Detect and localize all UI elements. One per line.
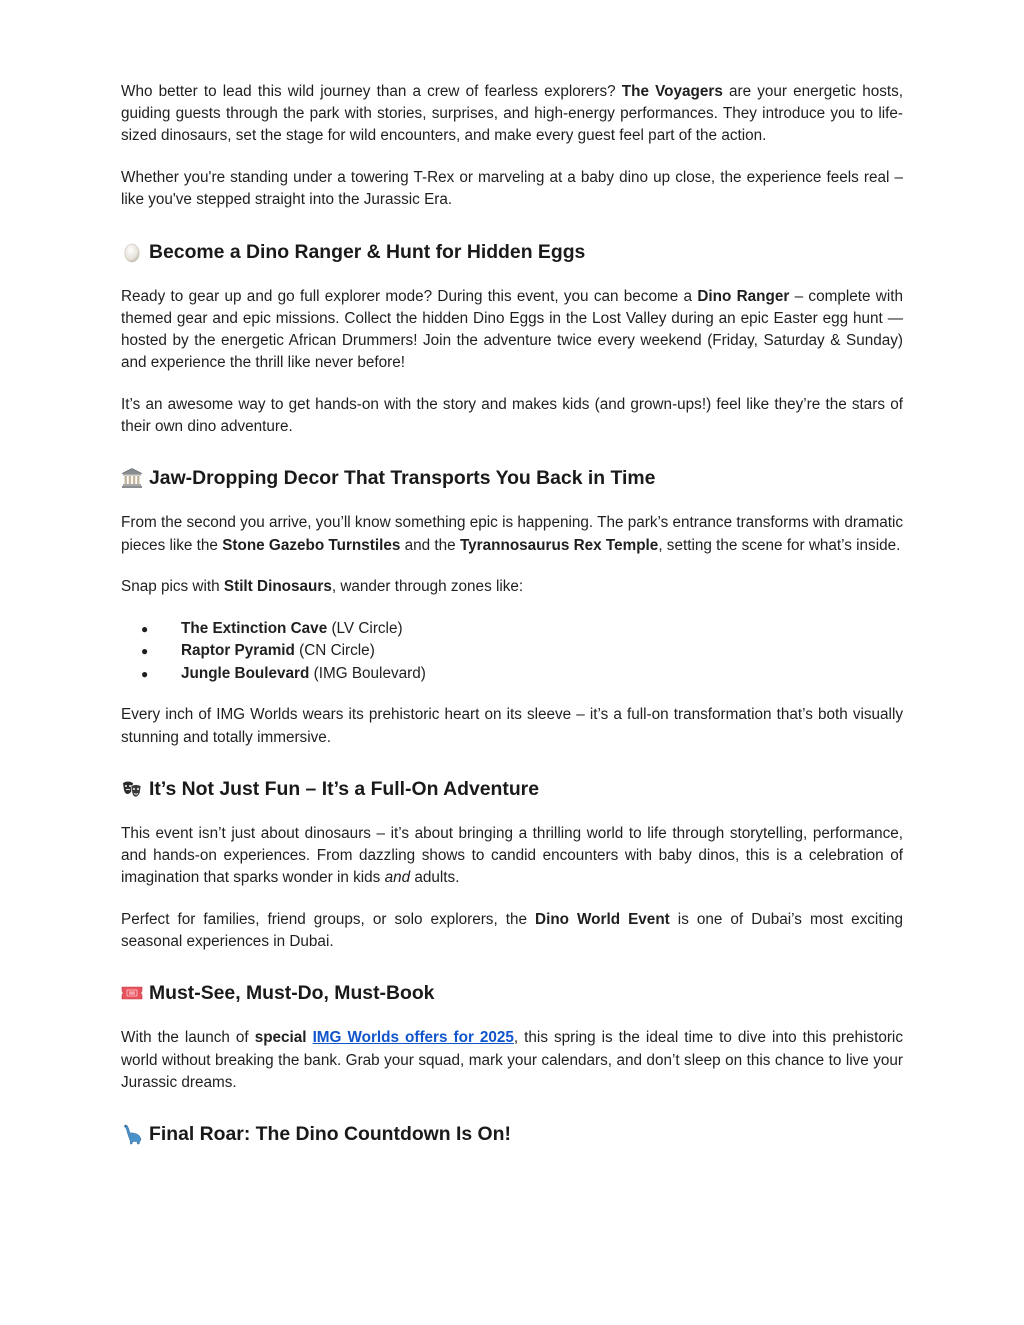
intro-paragraph-1: Who better to lead this wild journey than a crew of fearless explorers? The Voyagers are your energetic hosts, guiding guests through the park with stories, surprises, and high-energy performances. They introduce you to life-sized dinosaurs, set the stage for wild encounters, and make every guest feel part of the action. [121, 83, 904, 145]
dino-ranger-bold: Dino Ranger [697, 287, 790, 305]
adventure-paragraph-2: Perfect for families, friend groups, or solo explorers, the Dino World Event is one of Dubai’s most exciting seasonal experiences in Dubai. [121, 911, 903, 951]
section-heading-text: Must-See, Must-Do, Must-Book [149, 982, 435, 1005]
intro-paragraph-2: Whether you're standing under a towering T-Rex or marveling at a baby dino up close, the experience feels real – like you've stepped straight into the Jurassic Era. [121, 169, 903, 209]
stilt-dinosaurs-bold: Stilt Dinosaurs [223, 578, 332, 596]
adventure-paragraph-1: This event isn’t just about dinosaurs – it’s about bringing a thrilling world to life through storytelling, performance, and hands-on experiences. From dazzling shows to candid encounters with baby dinos, this is a celebration of imagination that sparks wonder in kids and adults. [121, 824, 903, 887]
classical-building-icon [121, 467, 143, 489]
voyagers-bold: The Voyagers [621, 83, 723, 100]
decor-paragraph-1: From the second you arrive, you’ll know something epic is happening. The park’s entrance transforms with dramatic pieces like the Stone Gazebo Turnstiles and the Tyrannosaurus Rex Temple, setting the scene for what’s inside. [121, 514, 903, 554]
egg-icon [121, 241, 143, 263]
section-heading-adventure [121, 776, 903, 802]
document-page [121, 81, 903, 1147]
stone-gazebo-bold: Stone Gazebo Turnstiles [222, 536, 401, 554]
decor-paragraph-3: Every inch of IMG Worlds wears its prehistoric heart on its sleeve – it’s a full-on transformation that’s both visually stunning and totally immersive. [121, 706, 903, 746]
dino-ranger-paragraph-1: Ready to gear up and go full explorer mode? During this event, you can become a Dino Ranger – complete with themed gear and epic missions. Collect the hidden Dino Eggs in the Lost Valley during an epic Easter egg hunt — hosted by the energetic African Drummers! Join the adventure twice every weekend (Friday, Saturday & Sunday) and experience the thrill like never before! [121, 287, 904, 372]
section-heading-final-roar [121, 1121, 903, 1147]
decor-paragraph-2: Snap pics with Stilt Dinosaurs, wander through zones like: [121, 578, 524, 596]
dino-world-event-bold: Dino World Event [535, 911, 670, 929]
section-heading-text: Become a Dino Ranger & Hunt for Hidden Eggs [149, 240, 586, 263]
list-item: ● Jungle Boulevard (IMG Boulevard) [121, 663, 903, 685]
trex-temple-bold: Tyrannosaurus Rex Temple [459, 536, 659, 554]
dino-ranger-paragraph-2: It’s an awesome way to get hands-on with the story and makes kids (and grown-ups!) feel like they’re the stars of their own dino adventure. [121, 396, 903, 436]
list-item: ● Raptor Pyramid (CN Circle) [121, 640, 903, 662]
performing-arts-icon [121, 778, 143, 800]
section-heading-must-book [121, 980, 903, 1006]
list-item: ● The Extinction Cave (LV Circle) [121, 618, 903, 640]
section-heading-dino-ranger [121, 239, 903, 265]
section-heading-text: It’s Not Just Fun – It’s a Full-On Adventure [149, 777, 539, 800]
img-worlds-offers-link[interactable]: IMG Worlds offers for 2025 [312, 1029, 514, 1047]
section-heading-text: Final Roar: The Dino Countdown Is On! [149, 1123, 511, 1146]
sauropod-icon [121, 1123, 143, 1145]
must-book-paragraph-1: With the launch of special IMG Worlds offers for 2025, this spring is the ideal time to dive into this prehistoric world without breaking the bank. Grab your squad, mark your calendars, and don’t sleep on this chance to live your Jurassic dreams. [121, 1029, 903, 1091]
zones-list [121, 618, 903, 685]
section-heading-text: Jaw-Dropping Decor That Transports You Back in Time [149, 467, 656, 490]
ticket-icon [121, 982, 143, 1004]
section-heading-decor [121, 465, 903, 491]
